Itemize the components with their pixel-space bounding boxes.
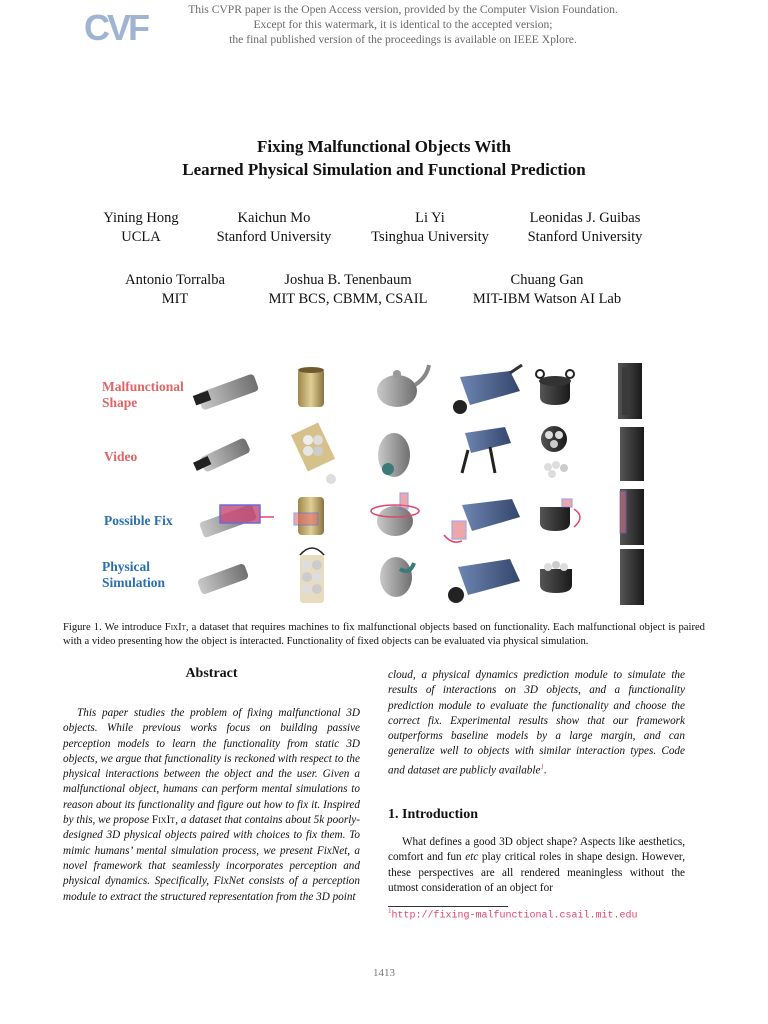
author-block xyxy=(248,271,448,309)
abstract-text: . xyxy=(543,764,547,777)
pot-fix-icon xyxy=(540,499,580,531)
teapot-icon xyxy=(378,433,410,477)
teapot-icon xyxy=(380,557,414,597)
figure-row-label-physical-simulation xyxy=(102,559,165,591)
figure-row-label-video xyxy=(104,449,137,465)
author-name: Kaichun Mo xyxy=(237,210,311,226)
footnote xyxy=(388,907,638,921)
cabinet-icon xyxy=(620,427,644,481)
author-affiliation: UCLA xyxy=(121,229,161,245)
abstract-text-right xyxy=(388,668,685,779)
row-label-line: Possible Fix xyxy=(104,513,173,528)
author-block xyxy=(500,209,670,247)
author-affiliation: MIT xyxy=(161,291,189,307)
author-affiliation: Tsinghua University xyxy=(371,229,489,245)
watermark-line: the final published version of the proceedings is available on IEEE Xplore. xyxy=(229,33,577,46)
footnote-number: 1 xyxy=(388,907,392,915)
title-line-2: Learned Physical Simulation and Functional Prediction xyxy=(182,160,586,179)
row-label-line: Physical xyxy=(102,559,151,574)
paper-title xyxy=(0,135,768,181)
author-name: Joshua B. Tenenbaum xyxy=(284,272,412,288)
wheelbarrow-icon xyxy=(462,427,511,473)
intro-text-part: etc xyxy=(465,851,479,864)
teapot-icon xyxy=(377,365,429,407)
pot-with-balls-icon xyxy=(541,426,568,478)
author-name: Leonidas J. Guibas xyxy=(529,210,641,226)
teapot-fix-icon xyxy=(371,493,419,536)
cabinet-fix-icon xyxy=(620,489,644,545)
caption-text: Figure 1. We introduce xyxy=(63,622,165,633)
intro-text-part: play critical roles in shape design. However, these perspectives are all rendered meaningless without the utmost consideration of an object for xyxy=(388,851,685,894)
abstract-text: cloud, a physical dynamics prediction module to simulate the results of interactions on 3D objects, and a functionality prediction module to evaluate the functionality and choose the correct fix. Experimental results show that our framework outperforms baseline models by a large margin, and can generalize well to objects with similar interaction types. Code and dataset are publicly available xyxy=(388,669,685,777)
figure-row-label-malfunctional-shape xyxy=(102,379,184,411)
author-name: Li Yi xyxy=(415,210,445,226)
can-with-balls-icon xyxy=(300,548,324,603)
intro-text xyxy=(388,835,685,896)
footnote-link[interactable]: http://fixing-malfunctional.csail.mit.edu xyxy=(391,910,638,922)
author-name: Yining Hong xyxy=(103,210,179,226)
author-affiliation: Stanford University xyxy=(527,229,643,245)
row-label-line: Video xyxy=(104,449,138,464)
abstract-text-left xyxy=(63,706,360,905)
figure-object-grid xyxy=(190,355,660,610)
watermark-text xyxy=(140,2,666,47)
watermark-line: This CVPR paper is the Open Access version, provided by the Computer Vision Foundation. xyxy=(188,3,618,16)
abstract-text: This paper studies the problem of fixing malfunctional 3D objects. While previous works focus on building passive perception models to learn the functionality from static 3D objects, we argue that functionality is reckoned with respect to the physical interactions between the object and the user. Given a malfunctional object, humans can perform mental simulations to reason about its functionality and figure out how to fix it. Inspired by this, we propose xyxy=(63,707,360,827)
abstract-heading: Abstract xyxy=(185,666,238,681)
page-number: 1413 xyxy=(373,967,395,979)
wheelbarrow-fix-icon xyxy=(444,499,520,542)
row-label-line: Malfunctional xyxy=(102,379,184,394)
cvf-logo xyxy=(84,6,147,48)
author-name: Antonio Torralba xyxy=(125,272,225,288)
author-block xyxy=(462,271,632,309)
figure-caption xyxy=(63,621,705,649)
can-fix-icon xyxy=(294,497,324,535)
author-block xyxy=(189,209,359,247)
author-affiliation: MIT BCS, CBMM, CSAIL xyxy=(268,291,428,307)
pot-icon xyxy=(536,370,574,405)
svg-text:CVF: CVF xyxy=(84,7,147,48)
usb-drive-icon xyxy=(193,437,251,473)
abstract-text: , a dataset that contains about 5k poorly-designed 3D physical objects paired with choices to fix them. To mimic humans’ mental simulation process, we present FixNet, a novel framework that seamlessly incorporates perception and physical dynamics. Specifically, FixNet consists of a perception module to extract the structured representation from the 3D point xyxy=(63,814,360,903)
author-affiliation: MIT-IBM Watson AI Lab xyxy=(472,291,622,307)
title-line-1: Fixing Malfunctional Objects With xyxy=(257,137,511,156)
dataset-name: FixIt xyxy=(151,814,176,827)
row-label-line: Shape xyxy=(102,395,138,410)
caption-text: , a dataset that requires machines to fix malfunctional objects based on functionality. Each malfunctional object is paired with a video presenting how the object is interacted. Functionality of fixed objects can be evaluated via physical simulation. xyxy=(63,622,705,647)
can-icon xyxy=(298,367,324,407)
footnote-marker[interactable]: 1 xyxy=(540,762,544,771)
usb-drive-icon xyxy=(197,563,249,595)
watermark-line: Except for this watermark, it is identical to the accepted version; xyxy=(253,18,553,31)
intro-text-part: What defines a good 3D object shape? Aspects like aesthetics, comfort and fun xyxy=(388,836,685,864)
author-block xyxy=(90,271,260,309)
author-name: Chuang Gan xyxy=(510,272,584,288)
row-label-line: Simulation xyxy=(102,575,166,590)
usb-drive-icon xyxy=(193,373,259,410)
cabinet-icon xyxy=(618,363,642,419)
cabinet-icon xyxy=(620,549,644,605)
figure-row-label-possible-fix xyxy=(104,513,173,529)
wheelbarrow-icon xyxy=(448,559,520,603)
intro-heading: 1. Introduction xyxy=(388,807,478,822)
author-block xyxy=(345,209,515,247)
pot-with-balls-icon xyxy=(540,561,572,593)
wheelbarrow-icon xyxy=(453,365,522,414)
usb-drive-fix-icon xyxy=(199,504,274,538)
author-affiliation: Stanford University xyxy=(216,229,332,245)
can-with-balls-icon xyxy=(291,423,336,484)
dataset-name: FixIt xyxy=(164,622,186,633)
